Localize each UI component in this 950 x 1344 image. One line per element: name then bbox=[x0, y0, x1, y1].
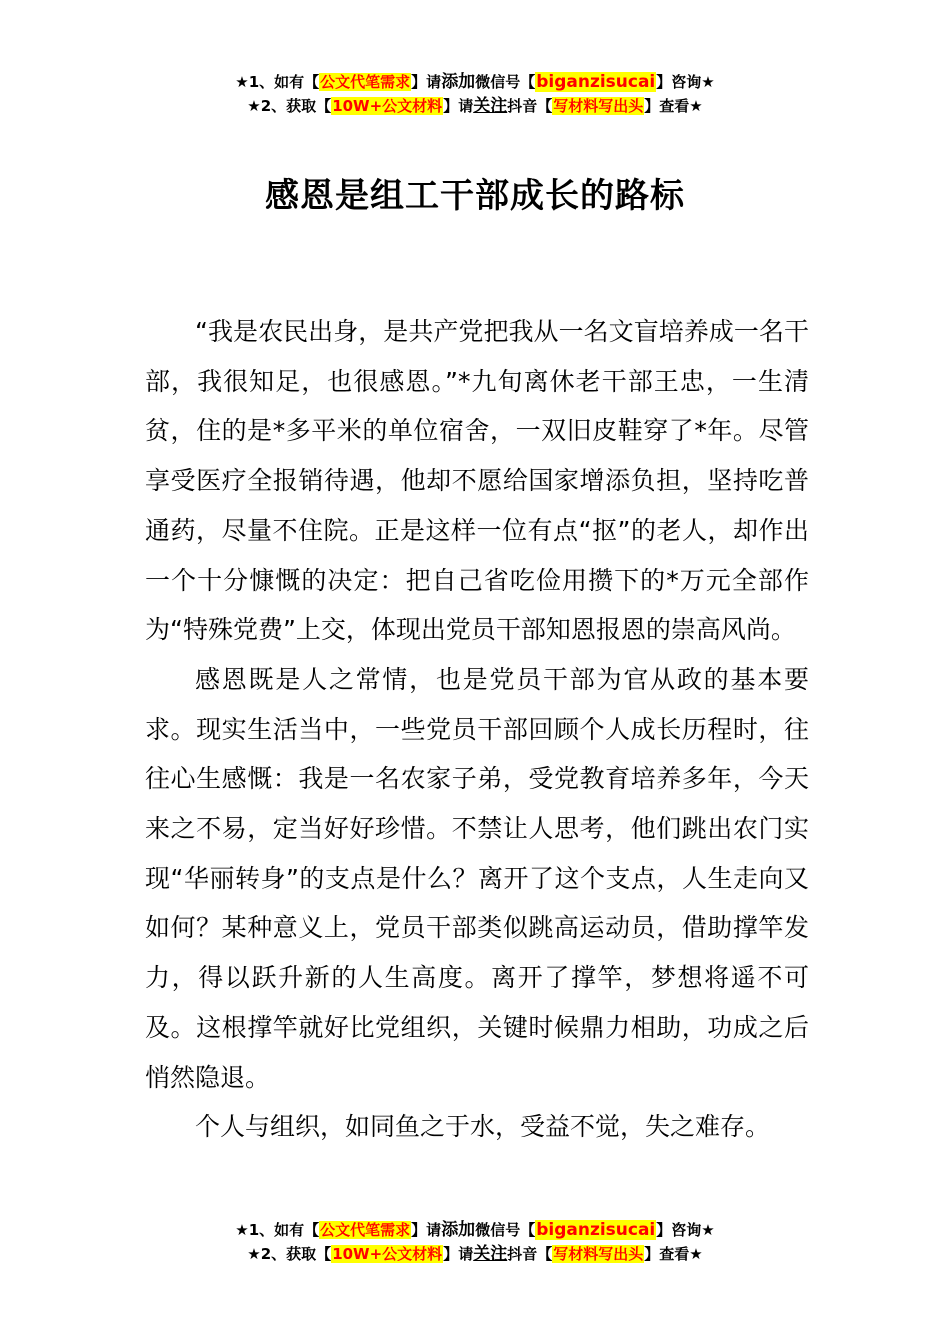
ad-text: 微信号【 bbox=[475, 1221, 536, 1239]
ad-line-1 bbox=[0, 1218, 950, 1242]
ad-text: ★2、获取【 bbox=[247, 1245, 332, 1263]
ad-highlight: 公文代笔需求 bbox=[320, 1221, 411, 1239]
ad-line-2 bbox=[0, 1242, 950, 1266]
ad-line-2 bbox=[0, 94, 950, 118]
ad-text: 抖音【 bbox=[507, 1245, 553, 1263]
ad-text: 】请 bbox=[411, 1221, 442, 1239]
ad-emphasis: 关注 bbox=[473, 1244, 508, 1264]
ad-text: ★2、获取【 bbox=[247, 97, 332, 115]
footer-ad bbox=[0, 1218, 950, 1266]
ad-text: ★1、如有【 bbox=[235, 73, 320, 91]
ad-line-1 bbox=[0, 70, 950, 94]
paragraph-1: “我是农民出身，是共产党把我从一名文盲培养成一名干部，我很知足，也很感恩。”*九旬离休老干部王忠，一生清贫，住的是*多平米的单位宿舍，一双旧皮鞋穿了*年。尽管享受医疗全报销待遇，他却不愿给国家增添负担，坚持吃普通药，尽量不住院。正是这样一位有点“抠”的老人，却作出一个十分慷慨的决定：把自己省吃俭用攒下的*万元全部作为“特殊党费”上交，体现出党员干部知恩报恩的崇高风尚。 bbox=[145, 317, 809, 645]
ad-highlight: 10W+公文材料 bbox=[332, 1245, 443, 1263]
paragraph-3: 个人与组织，如同鱼之于水，受益不觉，失之难存。 bbox=[195, 1112, 771, 1142]
document-body bbox=[145, 307, 809, 1152]
header-ad bbox=[0, 70, 950, 118]
ad-emphasis: 添加 bbox=[441, 72, 476, 92]
ad-douyin-id: 写材料写出头 bbox=[553, 1245, 644, 1263]
ad-text: 】咨询★ bbox=[656, 1221, 715, 1239]
ad-text: ★1、如有【 bbox=[235, 1221, 320, 1239]
ad-text: 】请 bbox=[443, 97, 474, 115]
ad-text: 微信号【 bbox=[475, 73, 536, 91]
ad-text: 】咨询★ bbox=[656, 73, 715, 91]
ad-emphasis: 添加 bbox=[441, 1220, 476, 1240]
ad-text: 抖音【 bbox=[507, 97, 553, 115]
ad-highlight: 公文代笔需求 bbox=[320, 73, 411, 91]
ad-text: 】查看★ bbox=[644, 97, 703, 115]
ad-text: 】查看★ bbox=[644, 1245, 703, 1263]
ad-text: 】请 bbox=[443, 1245, 474, 1263]
paragraph-2: 感恩既是人之常情，也是党员干部为官从政的基本要求。现实生活当中，一些党员干部回顾个人成长历程时，往往心生感慨：我是一名农家子弟，受党教育培养多年，今天来之不易，定当好好珍惜。不禁让人思考，他们跳出农门实现“华丽转身”的支点是什么？离开了这个支点，人生走向又如何？某种意义上，党员干部类似跳高运动员，借助撑竿发力，得以跃升新的人生高度。离开了撑竿，梦想将遥不可及。这根撑竿就好比党组织，关键时候鼎力相助，功成之后悄然隐退。 bbox=[145, 664, 809, 1092]
ad-highlight: 10W+公文材料 bbox=[332, 97, 443, 115]
ad-wechat-id: biganzisucai bbox=[536, 1220, 656, 1240]
ad-emphasis: 关注 bbox=[473, 96, 508, 116]
ad-douyin-id: 写材料写出头 bbox=[553, 97, 644, 115]
ad-text: 】请 bbox=[411, 73, 442, 91]
ad-wechat-id: biganzisucai bbox=[536, 72, 656, 92]
document-title: 感恩是组工干部成长的路标 bbox=[265, 176, 685, 216]
